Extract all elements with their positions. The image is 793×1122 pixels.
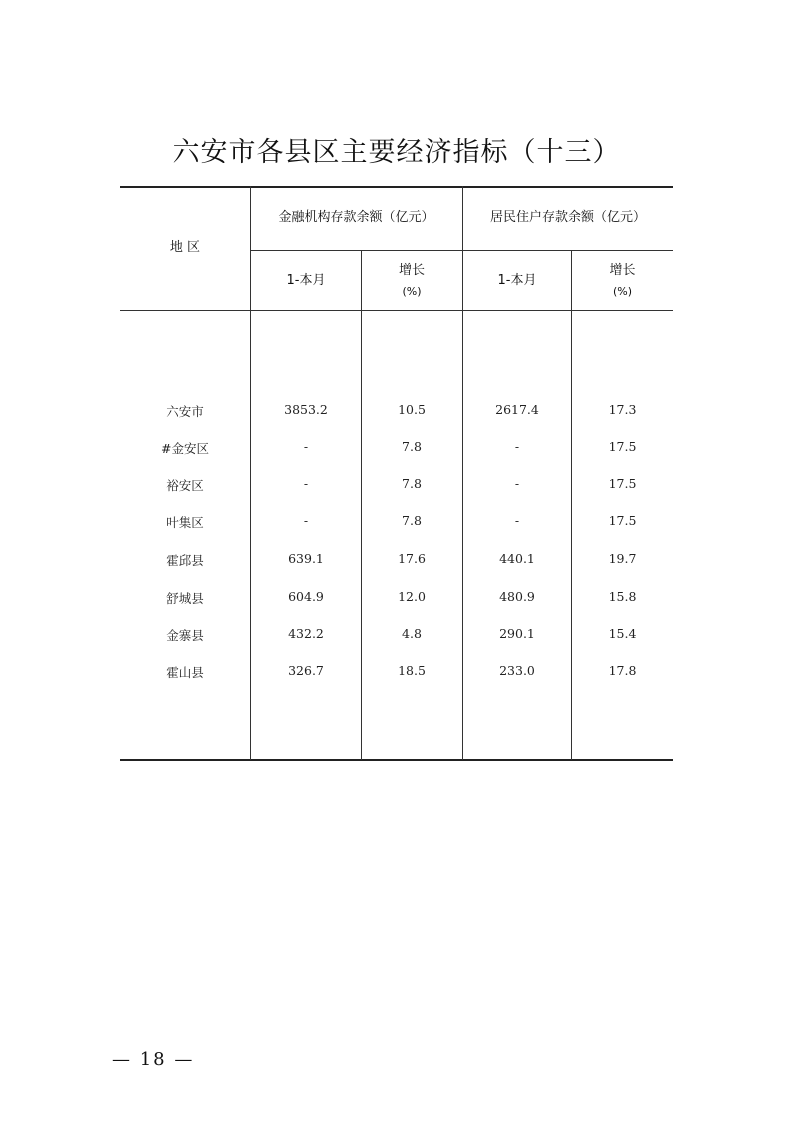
deposit-growth-cell: 18.5 [398,663,426,678]
resident-growth-cell: 15.8 [608,589,637,604]
resident-growth-header [572,251,673,310]
region-cell: 霍邱县 [166,553,204,568]
resident-growth-cell: 19.7 [608,551,637,566]
region-cell: #金安区 [161,441,209,456]
region-cell: 六安市 [166,404,204,419]
deposit-growth-cell: 7.8 [402,476,422,491]
resident-growth-cell: 17.5 [608,476,637,491]
deposit-growth-header [362,251,462,310]
region-cell: 叶集区 [166,515,204,530]
deposit-total-cell: 326.7 [288,663,324,678]
resident-total-cell: 290.1 [499,626,535,641]
deposit-period-header: 1-本月 [286,272,326,288]
resident-total-cell: 440.1 [499,551,535,566]
resident-group-header: 居民住户存款余额（亿元） [489,210,646,226]
deposit-total-cell: - [303,476,309,491]
deposit-subcolumn-divider [361,250,362,760]
resident-growth-cell: 17.8 [608,663,637,678]
page-number: — 18 — [112,1049,195,1070]
region-cell: 霍山县 [166,665,204,680]
resident-growth-label: 增长 [609,263,636,279]
deposit-growth-cell: 7.8 [402,439,422,454]
resident-total-cell: 233.0 [499,663,535,678]
resident-total-cell: - [514,439,520,454]
deposit-group-header: 金融机构存款余额（亿元） [278,210,435,226]
page-title: 六安市各县区主要经济指标（十三） [172,137,621,168]
resident-total-cell: 480.9 [499,589,535,604]
deposit-total-cell: - [303,439,309,454]
region-cell: 裕安区 [166,478,204,493]
deposit-growth-cell: 17.6 [398,551,426,566]
deposit-total-cell: 604.9 [288,589,324,604]
deposit-growth-cell: 7.8 [402,513,422,528]
deposit-growth-label: 增长 [398,263,425,279]
resident-growth-unit: (%) [612,284,633,298]
deposit-growth-cell: 12.0 [398,589,426,604]
resident-subcolumn-divider [571,250,572,760]
resident-total-cell: 2617.4 [495,402,539,417]
deposit-total-cell: 3853.2 [284,402,328,417]
region-cell: 金寨县 [166,628,204,643]
resident-growth-cell: 15.4 [608,626,637,641]
resident-total-cell: - [514,476,520,491]
header-bottom-border [120,310,673,311]
deposit-growth-cell: 4.8 [402,626,422,641]
deposit-total-cell: 639.1 [288,551,324,566]
region-cell: 舒城县 [166,591,204,606]
deposit-growth-cell: 10.5 [398,402,426,417]
resident-growth-cell: 17.3 [608,402,637,417]
region-header: 地 区 [169,240,201,256]
table-bottom-border [120,759,673,761]
resident-growth-cell: 17.5 [608,513,637,528]
resident-period-header: 1-本月 [497,272,537,288]
deposit-total-cell: 432.2 [288,626,324,641]
deposit-growth-unit: (%) [402,284,422,298]
resident-total-cell: - [514,513,520,528]
deposit-total-cell: - [303,513,309,528]
indicator-table [120,186,673,759]
resident-growth-cell: 17.5 [608,439,637,454]
